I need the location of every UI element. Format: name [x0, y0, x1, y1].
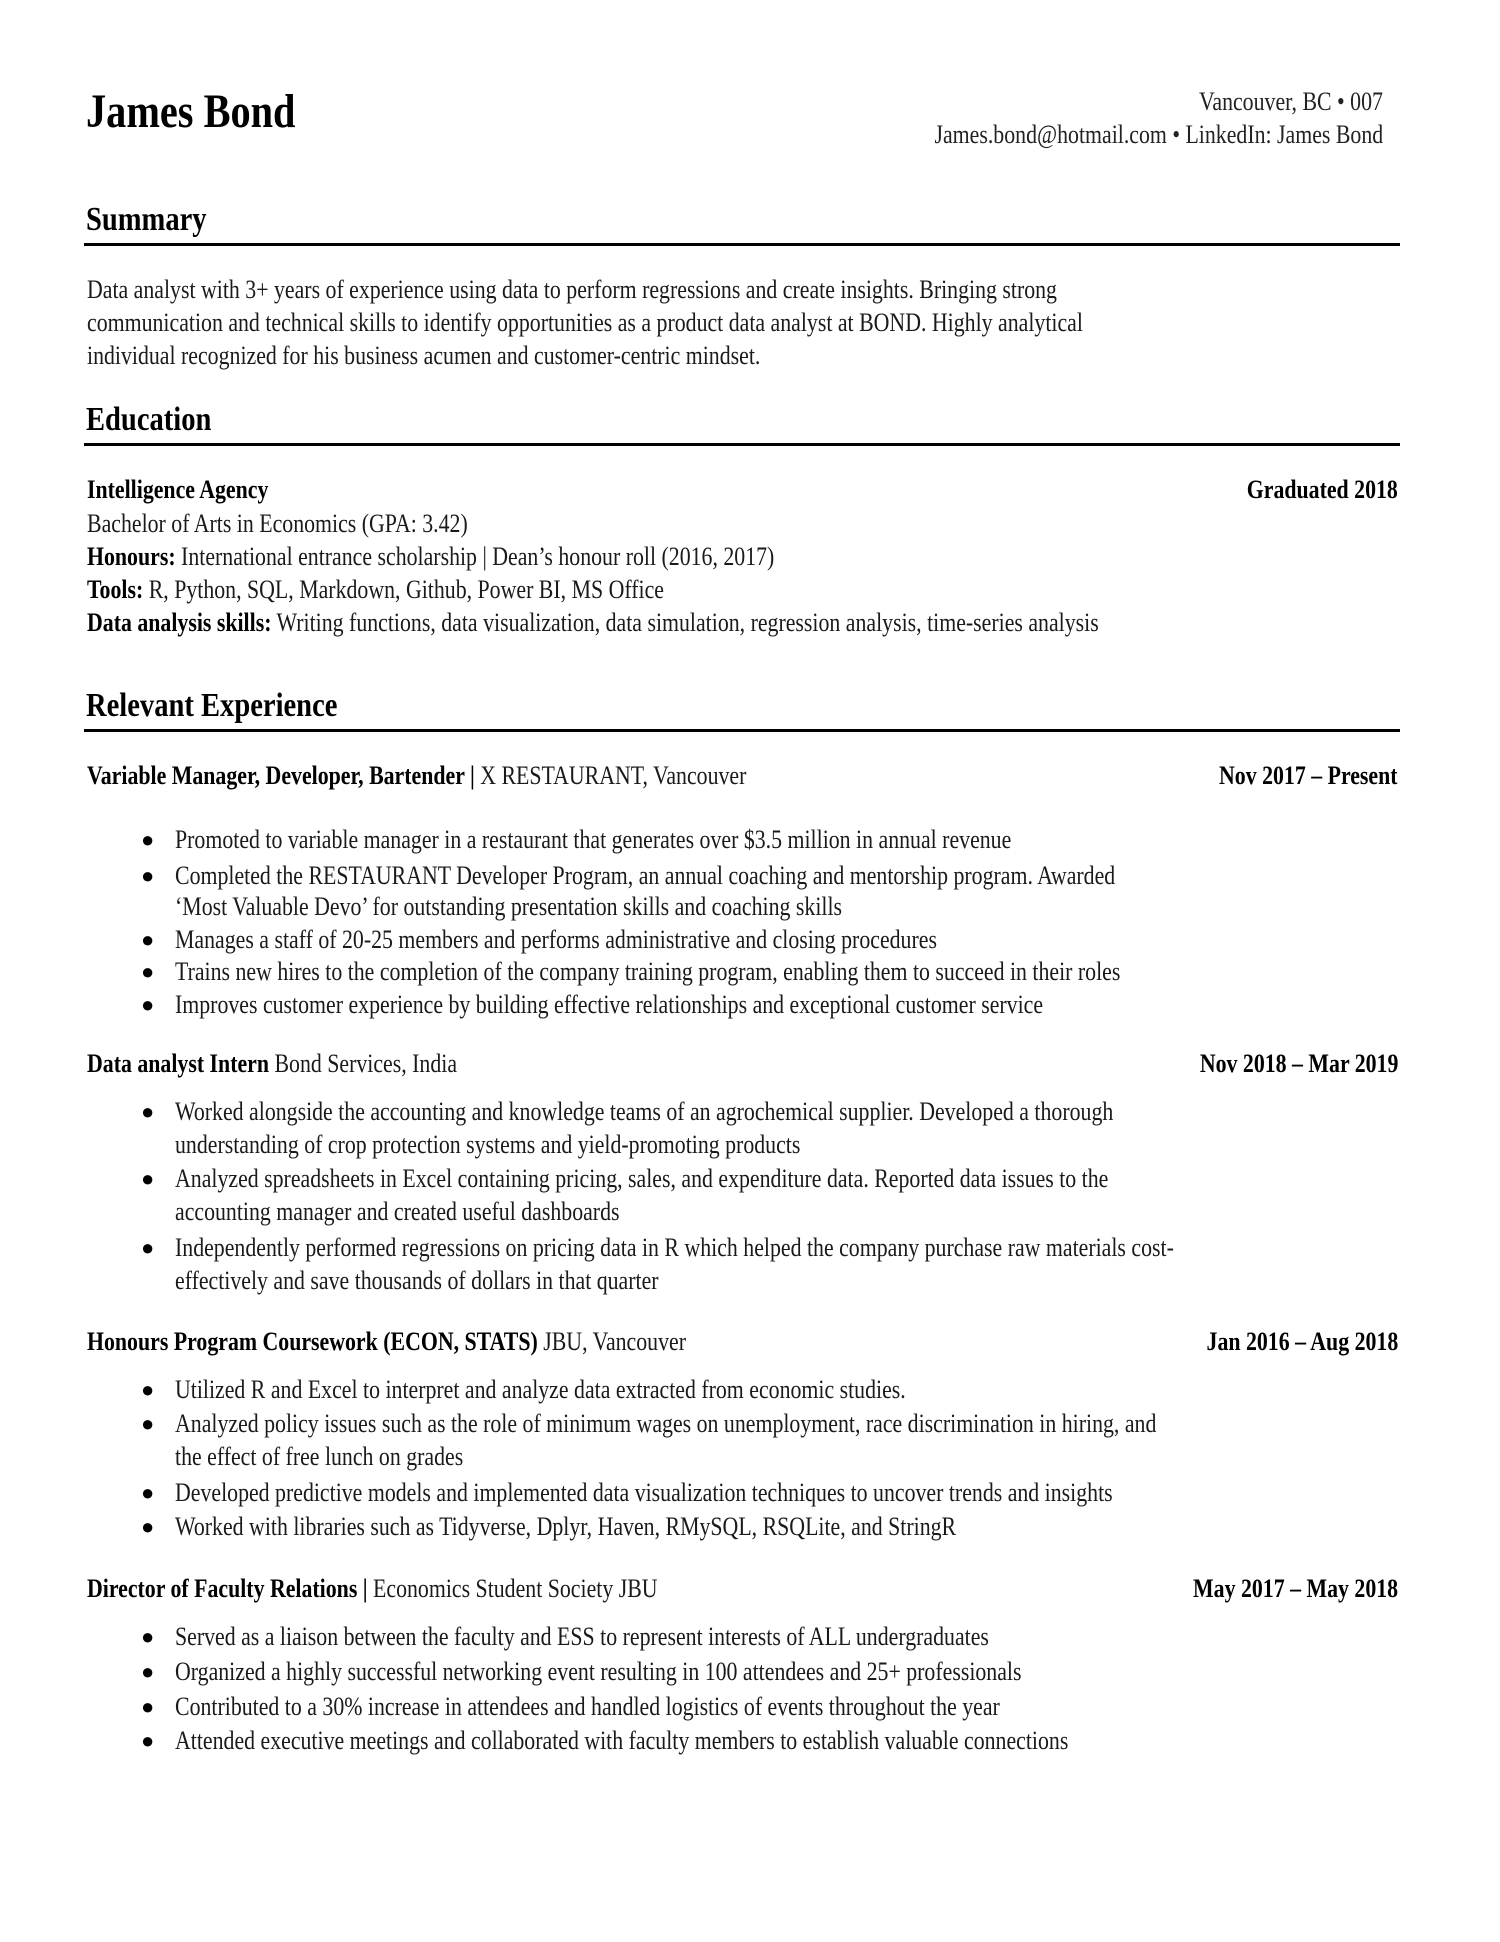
section-divider — [84, 443, 1400, 446]
list-item: Utilized R and Excel to interpret and analyze data extracted from economic studies. — [175, 1375, 906, 1404]
job-date-2: Nov 2018 – Mar 2019 — [1199, 1049, 1398, 1078]
list-item-continued: ‘Most Valuable Devo’ for outstanding presentation skills and coaching skills — [175, 892, 843, 921]
job-date-1: Nov 2017 – Present — [1219, 761, 1398, 790]
bullet-icon: ● — [141, 1099, 155, 1124]
list-item: Independently performed regressions on pricing data in R which helped the company purchase raw materials cost- — [175, 1233, 1174, 1262]
section-divider — [84, 729, 1400, 732]
list-item-continued: understanding of crop protection systems and yield-promoting products — [175, 1130, 801, 1159]
list-item: Analyzed spreadsheets in Excel containing pricing, sales, and expenditure data. Reported data issues to the — [175, 1164, 1109, 1193]
section-heading-experience: Relevant Experience — [86, 687, 338, 724]
section-heading-summary: Summary — [86, 201, 207, 238]
list-item-continued: accounting manager and created useful dashboards — [175, 1197, 620, 1226]
bullet-icon: ● — [141, 1514, 155, 1539]
job-title-3: Honours Program Coursework (ECON, STATS) JBU, Vancouver — [87, 1327, 686, 1356]
list-item: Attended executive meetings and collaborated with faculty members to establish valuable connections — [175, 1726, 1069, 1755]
summary-line: communication and technical skills to identify opportunities as a product data analyst at BOND. Highly analytical — [87, 308, 1083, 337]
contact-email-linkedin: James.bond@hotmail.com • LinkedIn: James Bond — [934, 120, 1383, 149]
list-item: Improves customer experience by building effective relationships and exceptional customer service — [175, 990, 1044, 1019]
contact-location: Vancouver, BC • 007 — [1199, 87, 1383, 116]
list-item: Worked with libraries such as Tidyverse, Dplyr, Haven, RMySQL, RSQLite, and StringR — [175, 1512, 957, 1541]
bullet-icon: ● — [141, 1235, 155, 1260]
bullet-icon: ● — [141, 992, 155, 1017]
education-honours: Honours: International entrance scholarship | Dean’s honour roll (2016, 2017) — [87, 542, 775, 571]
list-item: Promoted to variable manager in a restaurant that generates over $3.5 million in annual revenue — [175, 825, 1012, 854]
summary-line: Data analyst with 3+ years of experience using data to perform regressions and create insights. Bringing strong — [87, 275, 1057, 304]
job-title-2: Data analyst Intern Bond Services, India — [87, 1049, 458, 1078]
section-divider — [84, 243, 1400, 246]
bullet-icon: ● — [141, 927, 155, 952]
bullet-icon: ● — [141, 1411, 155, 1436]
section-heading-education: Education — [86, 401, 212, 438]
education-date: Graduated 2018 — [1246, 475, 1398, 504]
job-title-1: Variable Manager, Developer, Bartender | X RESTAURANT, Vancouver — [87, 761, 747, 790]
bullet-icon: ● — [141, 1728, 155, 1753]
bullet-icon: ● — [141, 1659, 155, 1684]
list-item: Completed the RESTAURANT Developer Program, an annual coaching and mentorship program. Awarded — [175, 861, 1116, 890]
list-item-continued: the effect of free lunch on grades — [175, 1442, 464, 1471]
job-title-4: Director of Faculty Relations | Economics Student Society JBU — [87, 1574, 658, 1603]
list-item: Manages a staff of 20-25 members and performs administrative and closing procedures — [175, 925, 937, 954]
list-item-continued: effectively and save thousands of dollars in that quarter — [175, 1266, 659, 1295]
bullet-icon: ● — [141, 863, 155, 888]
list-item: Trains new hires to the completion of the company training program, enabling them to succeed in their roles — [175, 957, 1121, 986]
bullet-icon: ● — [141, 827, 155, 852]
list-item: Worked alongside the accounting and knowledge teams of an agrochemical supplier. Developed a thorough — [175, 1097, 1114, 1126]
bullet-icon: ● — [141, 1624, 155, 1649]
education-degree: Bachelor of Arts in Economics (GPA: 3.42) — [87, 509, 468, 538]
list-item: Contributed to a 30% increase in attendees and handled logistics of events throughout the year — [175, 1692, 1000, 1721]
candidate-name: James Bond — [86, 85, 296, 138]
bullet-icon: ● — [141, 1694, 155, 1719]
bullet-icon: ● — [141, 959, 155, 984]
bullet-icon: ● — [141, 1166, 155, 1191]
bullet-icon: ● — [141, 1377, 155, 1402]
bullet-icon: ● — [141, 1480, 155, 1505]
job-date-3: Jan 2016 – Aug 2018 — [1206, 1327, 1398, 1356]
list-item: Analyzed policy issues such as the role of minimum wages on unemployment, race discrimination in hiring, and — [175, 1409, 1157, 1438]
education-skills: Data analysis skills: Writing functions, data visualization, data simulation, regression analysis, time-series analysis — [87, 608, 1099, 637]
education-school: Intelligence Agency — [87, 475, 269, 504]
education-tools: Tools: R, Python, SQL, Markdown, Github, Power BI, MS Office — [87, 575, 664, 604]
summary-line: individual recognized for his business acumen and customer-centric mindset. — [87, 341, 761, 370]
list-item: Organized a highly successful networking event resulting in 100 attendees and 25+ professionals — [175, 1657, 1022, 1686]
list-item: Developed predictive models and implemented data visualization techniques to uncover trends and insights — [175, 1478, 1113, 1507]
list-item: Served as a liaison between the faculty and ESS to represent interests of ALL undergraduates — [175, 1622, 989, 1651]
job-date-4: May 2017 – May 2018 — [1192, 1574, 1398, 1603]
